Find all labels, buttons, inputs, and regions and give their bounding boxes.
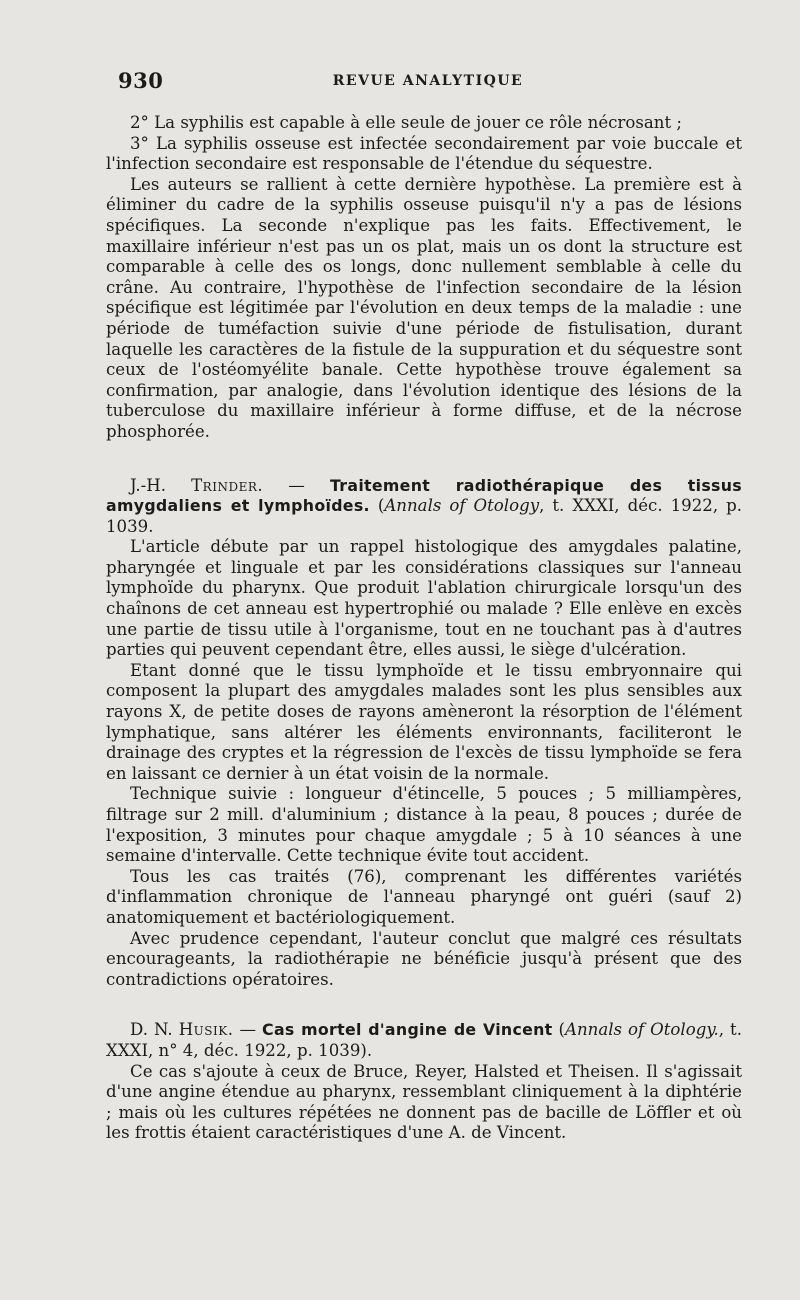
journal-name: Annals of Otology xyxy=(384,496,540,516)
article-title: Cas mortel d'angine de Vincent xyxy=(262,1020,553,1040)
article-paragraph: Tous les cas traités (76), comprenant les différentes variétés d'inflammation chronique de l'anneau pharyngé ont guéri (sauf 2) anatomiquement et bactériologiquement. xyxy=(106,866,742,927)
running-head xyxy=(118,68,738,98)
citation-details: , t. XXXI, déc. 1922, p. 1039. xyxy=(106,496,743,536)
article-paragraph: Avec prudence cependant, l'auteur conclut que malgré ces résultats encourageants, la radiothérapie ne bénéficie jusqu'à présent que des contradictions opératoires. xyxy=(106,928,742,989)
body-text xyxy=(106,113,742,1144)
intro-paragraph: 2° La syphilis est capable à elle seule de jouer ce rôle nécrosant ; xyxy=(130,113,682,132)
citation-details: , t. XXXI, n° 4, déc. 1922, p. 1039). xyxy=(106,1020,742,1060)
article-paragraph: Technique suivie : longueur d'étincelle, 5 pouces ; 5 milliampères, filtrage sur 2 mill. d'aluminium ; distance à la peau, 8 pouces ; durée de l'exposition, 3 minutes pour chaque amygdale ; 5 à 10 séances à une semaine d'intervalle. Cette technique évite tout accident. xyxy=(106,784,742,866)
author-initials: J.-H. xyxy=(130,475,166,495)
article-paragraph: Ce cas s'ajoute à ceux de Bruce, Reyer, Halsted et Theisen. Il s'agissait d'une angine étendue au pharynx, ressemblant cliniquement à la diphtérie ; mais où les cultures répétées ne donnent pas de bacille de Löffler et où les frottis étaient caractéristiques d'une A. de Vincent. xyxy=(106,1061,742,1143)
article-paragraph: Etant donné que le tissu lymphoïde et le tissu embryonnaire qui composent la plupart des amygdales malades sont les plus sensibles aux rayons X, de petite doses de rayons amèneront la résorption de l'élément lymphatique, sans altérer les éléments environnants, faciliteront le drainage des cryptes et la régression de l'excès de tissu lymphoïde se fera en laissant ce dernier à un état voisin de la normale. xyxy=(106,660,742,783)
intro-paragraph: 3° La syphilis osseuse est infectée secondairement par voie buccale et l'infection secondaire est responsable de l'étendue du séquestre. xyxy=(106,133,742,174)
page-number: 930 xyxy=(118,68,164,93)
article-reference-husik xyxy=(106,1020,742,1061)
open-paren: ( xyxy=(552,1020,565,1040)
author-name: Husik. xyxy=(178,1020,234,1040)
dash: — xyxy=(233,1020,263,1040)
article-paragraph: L'article débute par un rappel histologique des amygdales palatine, pharyngée et linguale et par les considérations classiques sur l'anneau lymphoïde du pharynx. Que produit l'ablation chirurgicale lorsqu'un des chaînons de cet anneau est hypertrophié ou malade ? Elle enlève en excès une partie de tissu utile à l'organisme, tout en ne touchant pas à d'autres parties qui peuvent cependant être, elles aussi, le siège d'ulcération. xyxy=(106,537,742,660)
author-name: Trinder. xyxy=(191,475,264,495)
author-initials: D. N. xyxy=(130,1020,173,1040)
dash: — xyxy=(263,475,330,495)
journal-name: Annals of Otology. xyxy=(565,1020,719,1040)
journal-title: REVUE ANALYTIQUE xyxy=(332,73,524,89)
open-paren: ( xyxy=(369,496,385,516)
article-reference-trinder xyxy=(106,476,742,538)
intro-paragraph: Les auteurs se rallient à cette dernière hypothèse. La première est à éliminer du cadre de la syphilis osseuse puisqu'il n'y a pas de lésions spécifiques. La seconde n'explique pas les faits. Effectivement, le maxillaire inférieur n'est pas un os plat, mais un os dont la structure est comparable à celle des os longs, donc nullement semblable à celle du crâne. Au contraire, l'hypothèse de l'infection secondaire de la lésion spécifique est légitimée par l'évolution en deux temps de la maladie : une période de tuméfaction suivie d'une période de fistulisation, durant laquelle les caractères de la fistule de la suppuration et du séquestre sont ceux de l'ostéomyélite banale. Cette hypothèse trouve également sa confirmation, par analogie, dans l'évolution identique des lésions de la tuberculose du maxillaire inférieur à forme diffuse, et de la nécrose phosphorée. xyxy=(106,174,742,441)
article-title: Traitement radiothérapique des tissus amygdaliens et lymphoïdes. xyxy=(106,475,742,516)
